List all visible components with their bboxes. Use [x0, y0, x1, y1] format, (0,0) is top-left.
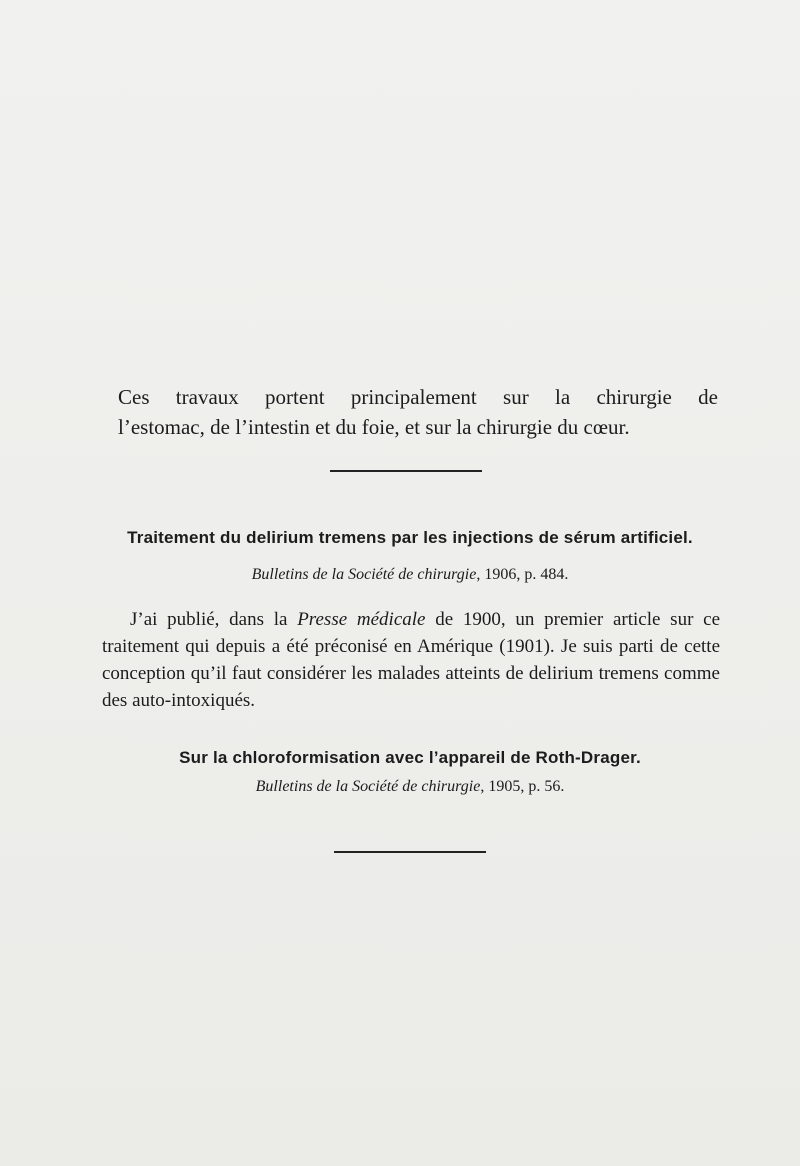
section-1-heading: Traitement du delirium tremens par les injections de sérum artificiel.: [127, 528, 693, 547]
section-2-citation-details: , 1905, p. 56.: [480, 778, 565, 795]
intro-line-2: l’estomac, de l’intestin et du foie, et sur la chirurgie du cœur.: [118, 415, 630, 439]
intro-line-1: Ces travaux portent principalement sur la chirurgie de: [118, 385, 718, 409]
section-1-citation-details: , 1906, p. 484.: [476, 566, 569, 583]
paragraph-part-1: J’ai publié, dans la: [130, 609, 298, 630]
paragraph-part-2: de 1900, un premier article sur ce traitement qui depuis a été préconisé en Amérique (1901). Je suis parti de cette conception qu’il faut considérer les malades atteints de delirium tremens comme des auto-intoxiqués.: [102, 609, 721, 711]
section-divider-top: [330, 470, 482, 472]
section-divider-bottom: [334, 851, 486, 853]
section-2-heading: Sur la chloroformisation avec l’appareil de Roth-Drager.: [179, 748, 641, 767]
section-1-journal: Bulletins de la Société de chirurgie: [251, 566, 477, 583]
intro-paragraph: [118, 382, 718, 442]
section-1-citation: [100, 566, 720, 584]
section-2-citation: [100, 778, 720, 796]
section-2-journal: Bulletins de la Société de chirurgie: [255, 778, 481, 795]
section-1-paragraph: [102, 606, 720, 714]
paragraph-emphasis: Presse médicale: [297, 609, 426, 630]
